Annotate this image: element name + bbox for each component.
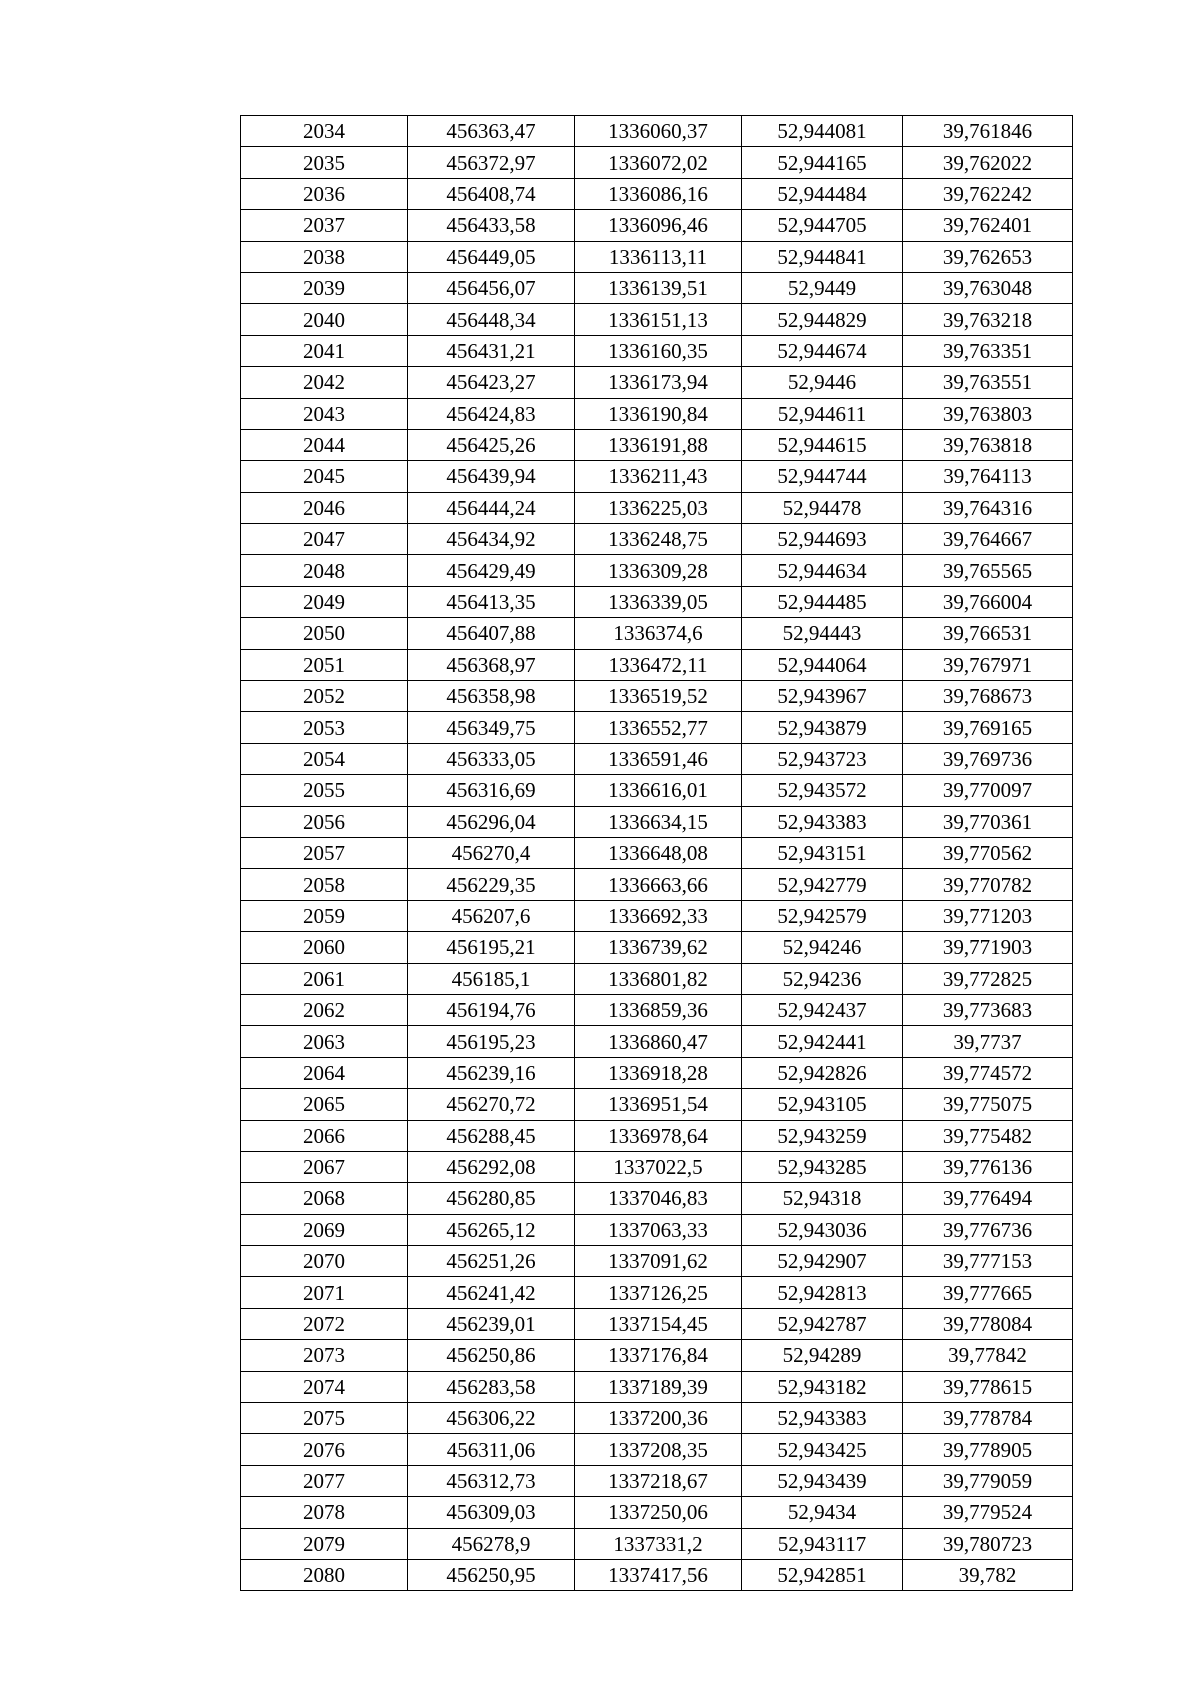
x-coordinate-cell: 456424,83 (408, 398, 575, 429)
point-number-cell: 2046 (241, 492, 408, 523)
point-number-cell: 2054 (241, 743, 408, 774)
x-coordinate-cell: 456312,73 (408, 1465, 575, 1496)
x-coordinate-cell: 456280,85 (408, 1183, 575, 1214)
longitude-cell: 39,763803 (903, 398, 1073, 429)
x-coordinate-cell: 456270,72 (408, 1089, 575, 1120)
point-number-cell: 2066 (241, 1120, 408, 1151)
longitude-cell: 39,763218 (903, 304, 1073, 335)
longitude-cell: 39,776136 (903, 1151, 1073, 1182)
latitude-cell: 52,944744 (742, 461, 903, 492)
table-row (241, 900, 1073, 931)
x-coordinate-cell: 456241,42 (408, 1277, 575, 1308)
point-number-cell: 2071 (241, 1277, 408, 1308)
y-coordinate-cell: 1336552,77 (575, 712, 742, 743)
y-coordinate-cell: 1336472,11 (575, 649, 742, 680)
longitude-cell: 39,769165 (903, 712, 1073, 743)
longitude-cell: 39,776736 (903, 1214, 1073, 1245)
longitude-cell: 39,761846 (903, 116, 1073, 147)
x-coordinate-cell: 456296,04 (408, 806, 575, 837)
latitude-cell: 52,9449 (742, 272, 903, 303)
y-coordinate-cell: 1336663,66 (575, 869, 742, 900)
longitude-cell: 39,779059 (903, 1465, 1073, 1496)
point-number-cell: 2068 (241, 1183, 408, 1214)
y-coordinate-cell: 1336519,52 (575, 681, 742, 712)
x-coordinate-cell: 456439,94 (408, 461, 575, 492)
y-coordinate-cell: 1336096,46 (575, 210, 742, 241)
x-coordinate-cell: 456368,97 (408, 649, 575, 680)
latitude-cell: 52,9446 (742, 367, 903, 398)
latitude-cell: 52,944674 (742, 335, 903, 366)
latitude-cell: 52,944705 (742, 210, 903, 241)
latitude-cell: 52,943117 (742, 1528, 903, 1559)
point-number-cell: 2038 (241, 241, 408, 272)
point-number-cell: 2067 (241, 1151, 408, 1182)
x-coordinate-cell: 456292,08 (408, 1151, 575, 1182)
y-coordinate-cell: 1336060,37 (575, 116, 742, 147)
latitude-cell: 52,943182 (742, 1371, 903, 1402)
x-coordinate-cell: 456265,12 (408, 1214, 575, 1245)
table-row (241, 1214, 1073, 1245)
table-row (241, 335, 1073, 366)
longitude-cell: 39,768673 (903, 681, 1073, 712)
longitude-cell: 39,763048 (903, 272, 1073, 303)
latitude-cell: 52,943105 (742, 1089, 903, 1120)
table-row (241, 524, 1073, 555)
longitude-cell: 39,770782 (903, 869, 1073, 900)
longitude-cell: 39,763551 (903, 367, 1073, 398)
latitude-cell: 52,943383 (742, 806, 903, 837)
point-number-cell: 2051 (241, 649, 408, 680)
y-coordinate-cell: 1336648,08 (575, 837, 742, 868)
point-number-cell: 2036 (241, 178, 408, 209)
table-row (241, 932, 1073, 963)
longitude-cell: 39,764113 (903, 461, 1073, 492)
x-coordinate-cell: 456283,58 (408, 1371, 575, 1402)
point-number-cell: 2069 (241, 1214, 408, 1245)
y-coordinate-cell: 1336225,03 (575, 492, 742, 523)
table-row (241, 1089, 1073, 1120)
longitude-cell: 39,778615 (903, 1371, 1073, 1402)
point-number-cell: 2034 (241, 116, 408, 147)
y-coordinate-cell: 1337218,67 (575, 1465, 742, 1496)
y-coordinate-cell: 1337022,5 (575, 1151, 742, 1182)
x-coordinate-cell: 456229,35 (408, 869, 575, 900)
table-row (241, 210, 1073, 241)
table-row (241, 994, 1073, 1025)
table-body (241, 116, 1073, 1591)
y-coordinate-cell: 1337176,84 (575, 1340, 742, 1371)
latitude-cell: 52,943879 (742, 712, 903, 743)
table-row (241, 1026, 1073, 1057)
point-number-cell: 2043 (241, 398, 408, 429)
latitude-cell: 52,943723 (742, 743, 903, 774)
point-number-cell: 2048 (241, 555, 408, 586)
x-coordinate-cell: 456306,22 (408, 1403, 575, 1434)
latitude-cell: 52,942851 (742, 1559, 903, 1590)
coordinates-table (240, 115, 1073, 1591)
point-number-cell: 2035 (241, 147, 408, 178)
y-coordinate-cell: 1336692,33 (575, 900, 742, 931)
longitude-cell: 39,770562 (903, 837, 1073, 868)
latitude-cell: 52,944841 (742, 241, 903, 272)
latitude-cell: 52,943151 (742, 837, 903, 868)
y-coordinate-cell: 1336309,28 (575, 555, 742, 586)
longitude-cell: 39,762401 (903, 210, 1073, 241)
table-row (241, 775, 1073, 806)
longitude-cell: 39,775482 (903, 1120, 1073, 1151)
longitude-cell: 39,780723 (903, 1528, 1073, 1559)
y-coordinate-cell: 1337189,39 (575, 1371, 742, 1402)
x-coordinate-cell: 456185,1 (408, 963, 575, 994)
point-number-cell: 2080 (241, 1559, 408, 1590)
x-coordinate-cell: 456194,76 (408, 994, 575, 1025)
longitude-cell: 39,778784 (903, 1403, 1073, 1434)
x-coordinate-cell: 456407,88 (408, 618, 575, 649)
longitude-cell: 39,776494 (903, 1183, 1073, 1214)
longitude-cell: 39,769736 (903, 743, 1073, 774)
latitude-cell: 52,942813 (742, 1277, 903, 1308)
x-coordinate-cell: 456448,34 (408, 304, 575, 335)
x-coordinate-cell: 456456,07 (408, 272, 575, 303)
point-number-cell: 2047 (241, 524, 408, 555)
y-coordinate-cell: 1337200,36 (575, 1403, 742, 1434)
y-coordinate-cell: 1336173,94 (575, 367, 742, 398)
longitude-cell: 39,766531 (903, 618, 1073, 649)
y-coordinate-cell: 1336072,02 (575, 147, 742, 178)
x-coordinate-cell: 456278,9 (408, 1528, 575, 1559)
latitude-cell: 52,942579 (742, 900, 903, 931)
latitude-cell: 52,943572 (742, 775, 903, 806)
y-coordinate-cell: 1336248,75 (575, 524, 742, 555)
table-row (241, 681, 1073, 712)
point-number-cell: 2078 (241, 1497, 408, 1528)
longitude-cell: 39,777153 (903, 1246, 1073, 1277)
x-coordinate-cell: 456433,58 (408, 210, 575, 241)
table-row (241, 1497, 1073, 1528)
point-number-cell: 2059 (241, 900, 408, 931)
table-row (241, 241, 1073, 272)
x-coordinate-cell: 456434,92 (408, 524, 575, 555)
y-coordinate-cell: 1336978,64 (575, 1120, 742, 1151)
table-row (241, 1559, 1073, 1590)
longitude-cell: 39,762653 (903, 241, 1073, 272)
y-coordinate-cell: 1336739,62 (575, 932, 742, 963)
table-row (241, 869, 1073, 900)
y-coordinate-cell: 1337417,56 (575, 1559, 742, 1590)
point-number-cell: 2060 (241, 932, 408, 963)
table-row (241, 1308, 1073, 1339)
point-number-cell: 2062 (241, 994, 408, 1025)
longitude-cell: 39,778084 (903, 1308, 1073, 1339)
latitude-cell: 52,94236 (742, 963, 903, 994)
point-number-cell: 2037 (241, 210, 408, 241)
point-number-cell: 2079 (241, 1528, 408, 1559)
x-coordinate-cell: 456288,45 (408, 1120, 575, 1151)
point-number-cell: 2058 (241, 869, 408, 900)
x-coordinate-cell: 456195,23 (408, 1026, 575, 1057)
point-number-cell: 2057 (241, 837, 408, 868)
longitude-cell: 39,762022 (903, 147, 1073, 178)
x-coordinate-cell: 456316,69 (408, 775, 575, 806)
point-number-cell: 2055 (241, 775, 408, 806)
point-number-cell: 2053 (241, 712, 408, 743)
latitude-cell: 52,944064 (742, 649, 903, 680)
y-coordinate-cell: 1336859,36 (575, 994, 742, 1025)
latitude-cell: 52,942826 (742, 1057, 903, 1088)
table-row (241, 147, 1073, 178)
y-coordinate-cell: 1336616,01 (575, 775, 742, 806)
point-number-cell: 2077 (241, 1465, 408, 1496)
y-coordinate-cell: 1336860,47 (575, 1026, 742, 1057)
point-number-cell: 2075 (241, 1403, 408, 1434)
latitude-cell: 52,944165 (742, 147, 903, 178)
point-number-cell: 2056 (241, 806, 408, 837)
longitude-cell: 39,782 (903, 1559, 1073, 1590)
latitude-cell: 52,944693 (742, 524, 903, 555)
x-coordinate-cell: 456423,27 (408, 367, 575, 398)
x-coordinate-cell: 456413,35 (408, 586, 575, 617)
table-row (241, 492, 1073, 523)
y-coordinate-cell: 1337126,25 (575, 1277, 742, 1308)
x-coordinate-cell: 456333,05 (408, 743, 575, 774)
point-number-cell: 2064 (241, 1057, 408, 1088)
longitude-cell: 39,771203 (903, 900, 1073, 931)
x-coordinate-cell: 456358,98 (408, 681, 575, 712)
point-number-cell: 2042 (241, 367, 408, 398)
table-row (241, 1183, 1073, 1214)
longitude-cell: 39,764316 (903, 492, 1073, 523)
longitude-cell: 39,774572 (903, 1057, 1073, 1088)
point-number-cell: 2041 (241, 335, 408, 366)
table-row (241, 1528, 1073, 1559)
latitude-cell: 52,94443 (742, 618, 903, 649)
y-coordinate-cell: 1336339,05 (575, 586, 742, 617)
x-coordinate-cell: 456444,24 (408, 492, 575, 523)
latitude-cell: 52,944829 (742, 304, 903, 335)
point-number-cell: 2045 (241, 461, 408, 492)
latitude-cell: 52,944615 (742, 429, 903, 460)
y-coordinate-cell: 1336951,54 (575, 1089, 742, 1120)
point-number-cell: 2052 (241, 681, 408, 712)
latitude-cell: 52,943967 (742, 681, 903, 712)
latitude-cell: 52,942787 (742, 1308, 903, 1339)
y-coordinate-cell: 1336634,15 (575, 806, 742, 837)
x-coordinate-cell: 456363,47 (408, 116, 575, 147)
longitude-cell: 39,772825 (903, 963, 1073, 994)
x-coordinate-cell: 456239,01 (408, 1308, 575, 1339)
y-coordinate-cell: 1337154,45 (575, 1308, 742, 1339)
latitude-cell: 52,944611 (742, 398, 903, 429)
table-row (241, 1277, 1073, 1308)
x-coordinate-cell: 456349,75 (408, 712, 575, 743)
longitude-cell: 39,763818 (903, 429, 1073, 460)
point-number-cell: 2061 (241, 963, 408, 994)
x-coordinate-cell: 456449,05 (408, 241, 575, 272)
y-coordinate-cell: 1336160,35 (575, 335, 742, 366)
longitude-cell: 39,7737 (903, 1026, 1073, 1057)
point-number-cell: 2044 (241, 429, 408, 460)
longitude-cell: 39,771903 (903, 932, 1073, 963)
longitude-cell: 39,777665 (903, 1277, 1073, 1308)
y-coordinate-cell: 1337063,33 (575, 1214, 742, 1245)
longitude-cell: 39,773683 (903, 994, 1073, 1025)
point-number-cell: 2065 (241, 1089, 408, 1120)
x-coordinate-cell: 456311,06 (408, 1434, 575, 1465)
table-row (241, 586, 1073, 617)
table-row (241, 963, 1073, 994)
y-coordinate-cell: 1336591,46 (575, 743, 742, 774)
longitude-cell: 39,770361 (903, 806, 1073, 837)
latitude-cell: 52,944484 (742, 178, 903, 209)
table-row (241, 1246, 1073, 1277)
point-number-cell: 2039 (241, 272, 408, 303)
latitude-cell: 52,942779 (742, 869, 903, 900)
table-row (241, 1434, 1073, 1465)
longitude-cell: 39,763351 (903, 335, 1073, 366)
latitude-cell: 52,94246 (742, 932, 903, 963)
x-coordinate-cell: 456270,4 (408, 837, 575, 868)
table-row (241, 1465, 1073, 1496)
table-row (241, 618, 1073, 649)
y-coordinate-cell: 1337208,35 (575, 1434, 742, 1465)
y-coordinate-cell: 1336151,13 (575, 304, 742, 335)
table-row (241, 272, 1073, 303)
latitude-cell: 52,943439 (742, 1465, 903, 1496)
point-number-cell: 2050 (241, 618, 408, 649)
y-coordinate-cell: 1336190,84 (575, 398, 742, 429)
point-number-cell: 2063 (241, 1026, 408, 1057)
table-row (241, 1371, 1073, 1402)
table-row (241, 178, 1073, 209)
point-number-cell: 2072 (241, 1308, 408, 1339)
y-coordinate-cell: 1336086,16 (575, 178, 742, 209)
table-row (241, 367, 1073, 398)
latitude-cell: 52,943425 (742, 1434, 903, 1465)
longitude-cell: 39,778905 (903, 1434, 1073, 1465)
point-number-cell: 2049 (241, 586, 408, 617)
table-row (241, 1151, 1073, 1182)
y-coordinate-cell: 1336113,11 (575, 241, 742, 272)
table-row (241, 743, 1073, 774)
x-coordinate-cell: 456250,86 (408, 1340, 575, 1371)
longitude-cell: 39,779524 (903, 1497, 1073, 1528)
longitude-cell: 39,766004 (903, 586, 1073, 617)
latitude-cell: 52,943285 (742, 1151, 903, 1182)
table-row (241, 649, 1073, 680)
table-row (241, 116, 1073, 147)
latitude-cell: 52,943259 (742, 1120, 903, 1151)
longitude-cell: 39,764667 (903, 524, 1073, 555)
point-number-cell: 2070 (241, 1246, 408, 1277)
x-coordinate-cell: 456431,21 (408, 335, 575, 366)
table-row (241, 1340, 1073, 1371)
latitude-cell: 52,9434 (742, 1497, 903, 1528)
y-coordinate-cell: 1337331,2 (575, 1528, 742, 1559)
y-coordinate-cell: 1336139,51 (575, 272, 742, 303)
table-row (241, 555, 1073, 586)
table-row (241, 806, 1073, 837)
table-row (241, 712, 1073, 743)
table-row (241, 461, 1073, 492)
x-coordinate-cell: 456250,95 (408, 1559, 575, 1590)
longitude-cell: 39,770097 (903, 775, 1073, 806)
y-coordinate-cell: 1336374,6 (575, 618, 742, 649)
latitude-cell: 52,942441 (742, 1026, 903, 1057)
point-number-cell: 2076 (241, 1434, 408, 1465)
x-coordinate-cell: 456408,74 (408, 178, 575, 209)
x-coordinate-cell: 456239,16 (408, 1057, 575, 1088)
latitude-cell: 52,944485 (742, 586, 903, 617)
x-coordinate-cell: 456425,26 (408, 429, 575, 460)
latitude-cell: 52,94318 (742, 1183, 903, 1214)
table-row (241, 429, 1073, 460)
point-number-cell: 2074 (241, 1371, 408, 1402)
longitude-cell: 39,77842 (903, 1340, 1073, 1371)
table-row (241, 1057, 1073, 1088)
latitude-cell: 52,943383 (742, 1403, 903, 1434)
x-coordinate-cell: 456429,49 (408, 555, 575, 586)
latitude-cell: 52,943036 (742, 1214, 903, 1245)
latitude-cell: 52,94289 (742, 1340, 903, 1371)
x-coordinate-cell: 456251,26 (408, 1246, 575, 1277)
latitude-cell: 52,94478 (742, 492, 903, 523)
table-row (241, 837, 1073, 868)
y-coordinate-cell: 1337250,06 (575, 1497, 742, 1528)
table-row (241, 1120, 1073, 1151)
x-coordinate-cell: 456195,21 (408, 932, 575, 963)
point-number-cell: 2073 (241, 1340, 408, 1371)
x-coordinate-cell: 456207,6 (408, 900, 575, 931)
y-coordinate-cell: 1336918,28 (575, 1057, 742, 1088)
latitude-cell: 52,944081 (742, 116, 903, 147)
y-coordinate-cell: 1337091,62 (575, 1246, 742, 1277)
table-row (241, 1403, 1073, 1434)
longitude-cell: 39,775075 (903, 1089, 1073, 1120)
longitude-cell: 39,767971 (903, 649, 1073, 680)
longitude-cell: 39,765565 (903, 555, 1073, 586)
latitude-cell: 52,942437 (742, 994, 903, 1025)
y-coordinate-cell: 1337046,83 (575, 1183, 742, 1214)
table-row (241, 398, 1073, 429)
x-coordinate-cell: 456309,03 (408, 1497, 575, 1528)
y-coordinate-cell: 1336801,82 (575, 963, 742, 994)
latitude-cell: 52,942907 (742, 1246, 903, 1277)
longitude-cell: 39,762242 (903, 178, 1073, 209)
point-number-cell: 2040 (241, 304, 408, 335)
table-row (241, 304, 1073, 335)
y-coordinate-cell: 1336191,88 (575, 429, 742, 460)
x-coordinate-cell: 456372,97 (408, 147, 575, 178)
y-coordinate-cell: 1336211,43 (575, 461, 742, 492)
latitude-cell: 52,944634 (742, 555, 903, 586)
